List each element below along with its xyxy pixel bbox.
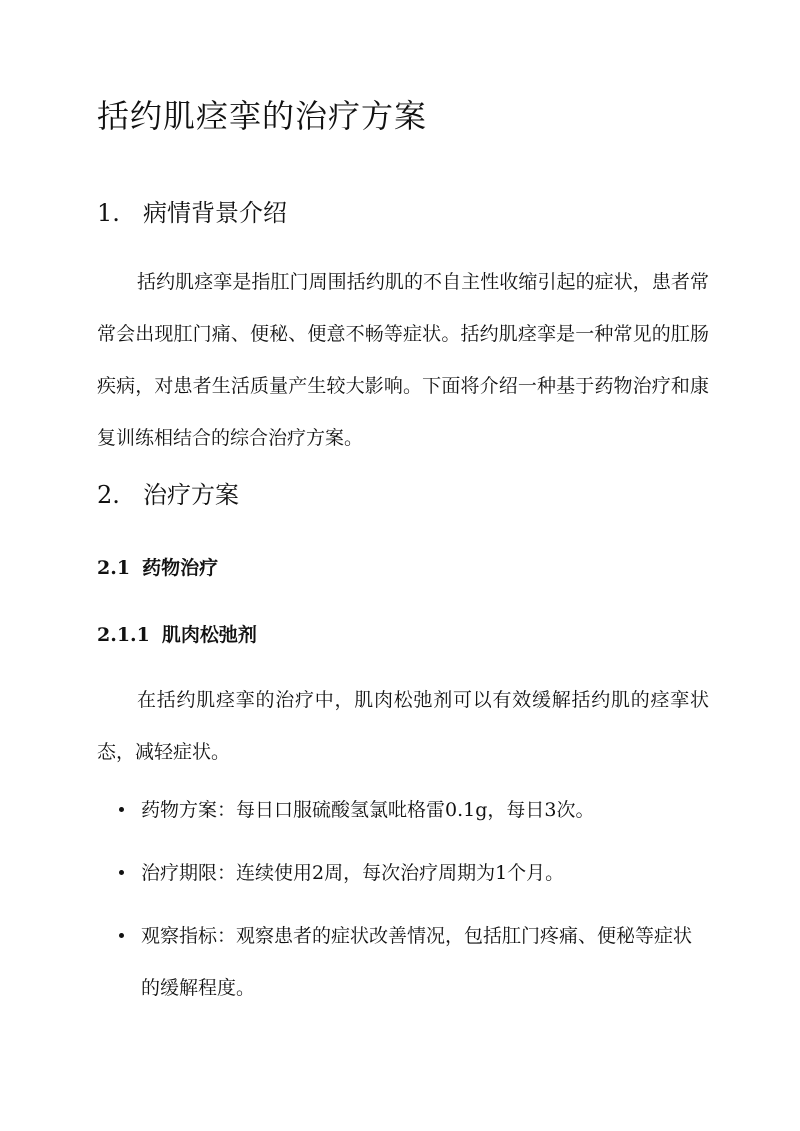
- list-item: [97, 784, 709, 836]
- medication-bullet-list: [97, 784, 709, 1025]
- list-item: [97, 847, 709, 899]
- bullet-dot-icon: [119, 807, 124, 812]
- document-title: 括约肌痉挛的治疗方案: [97, 97, 428, 135]
- subsection-2-1-title: 药物治疗: [142, 557, 219, 579]
- section-1-paragraph: 括约肌痉挛是指肛门周围括约肌的不自主性收缩引起的症状，患者常常会出现肛门痛、便秘、便意不畅等症状。括约肌痉挛是一种常见的肛肠疾病，对患者生活质量产生较大影响。下面将介绍一种基于药物治疗和康复训练相结合的综合治疗方案。: [97, 271, 709, 449]
- section-2-title: 治疗方案: [143, 481, 239, 509]
- subsection-2-1-1-number: 2.1.1: [97, 624, 150, 646]
- section-1-number: 1.: [97, 199, 120, 227]
- list-item: [97, 910, 709, 1014]
- subsection-2-1-1-paragraph: 在括约肌痉挛的治疗中，肌肉松弛剂可以有效缓解括约肌的痉挛状态，减轻症状。: [97, 689, 709, 763]
- bullet-dot-icon: [119, 870, 124, 875]
- list-item-text: 药物方案：每日口服硫酸氢氯吡格雷0.1g，每日3次。: [141, 799, 595, 821]
- section-2-heading: [97, 478, 239, 512]
- list-item-text: 观察指标：观察患者的症状改善情况，包括肛门疼痛、便秘等症状的缓解程度。: [141, 925, 693, 999]
- bullet-dot-icon: [119, 933, 124, 938]
- list-item-text: 治疗期限：连续使用2周，每次治疗周期为1个月。: [141, 862, 565, 884]
- section-1-title: 病情背景介绍: [143, 199, 287, 227]
- subsection-2-1-heading: [97, 554, 218, 582]
- subsection-2-1-1-heading: [97, 621, 257, 649]
- section-1-heading: [97, 196, 287, 230]
- subsection-2-1-1-title: 肌肉松弛剂: [161, 624, 257, 646]
- section-2-number: 2.: [97, 481, 120, 509]
- subsection-2-1-number: 2.1: [97, 557, 131, 579]
